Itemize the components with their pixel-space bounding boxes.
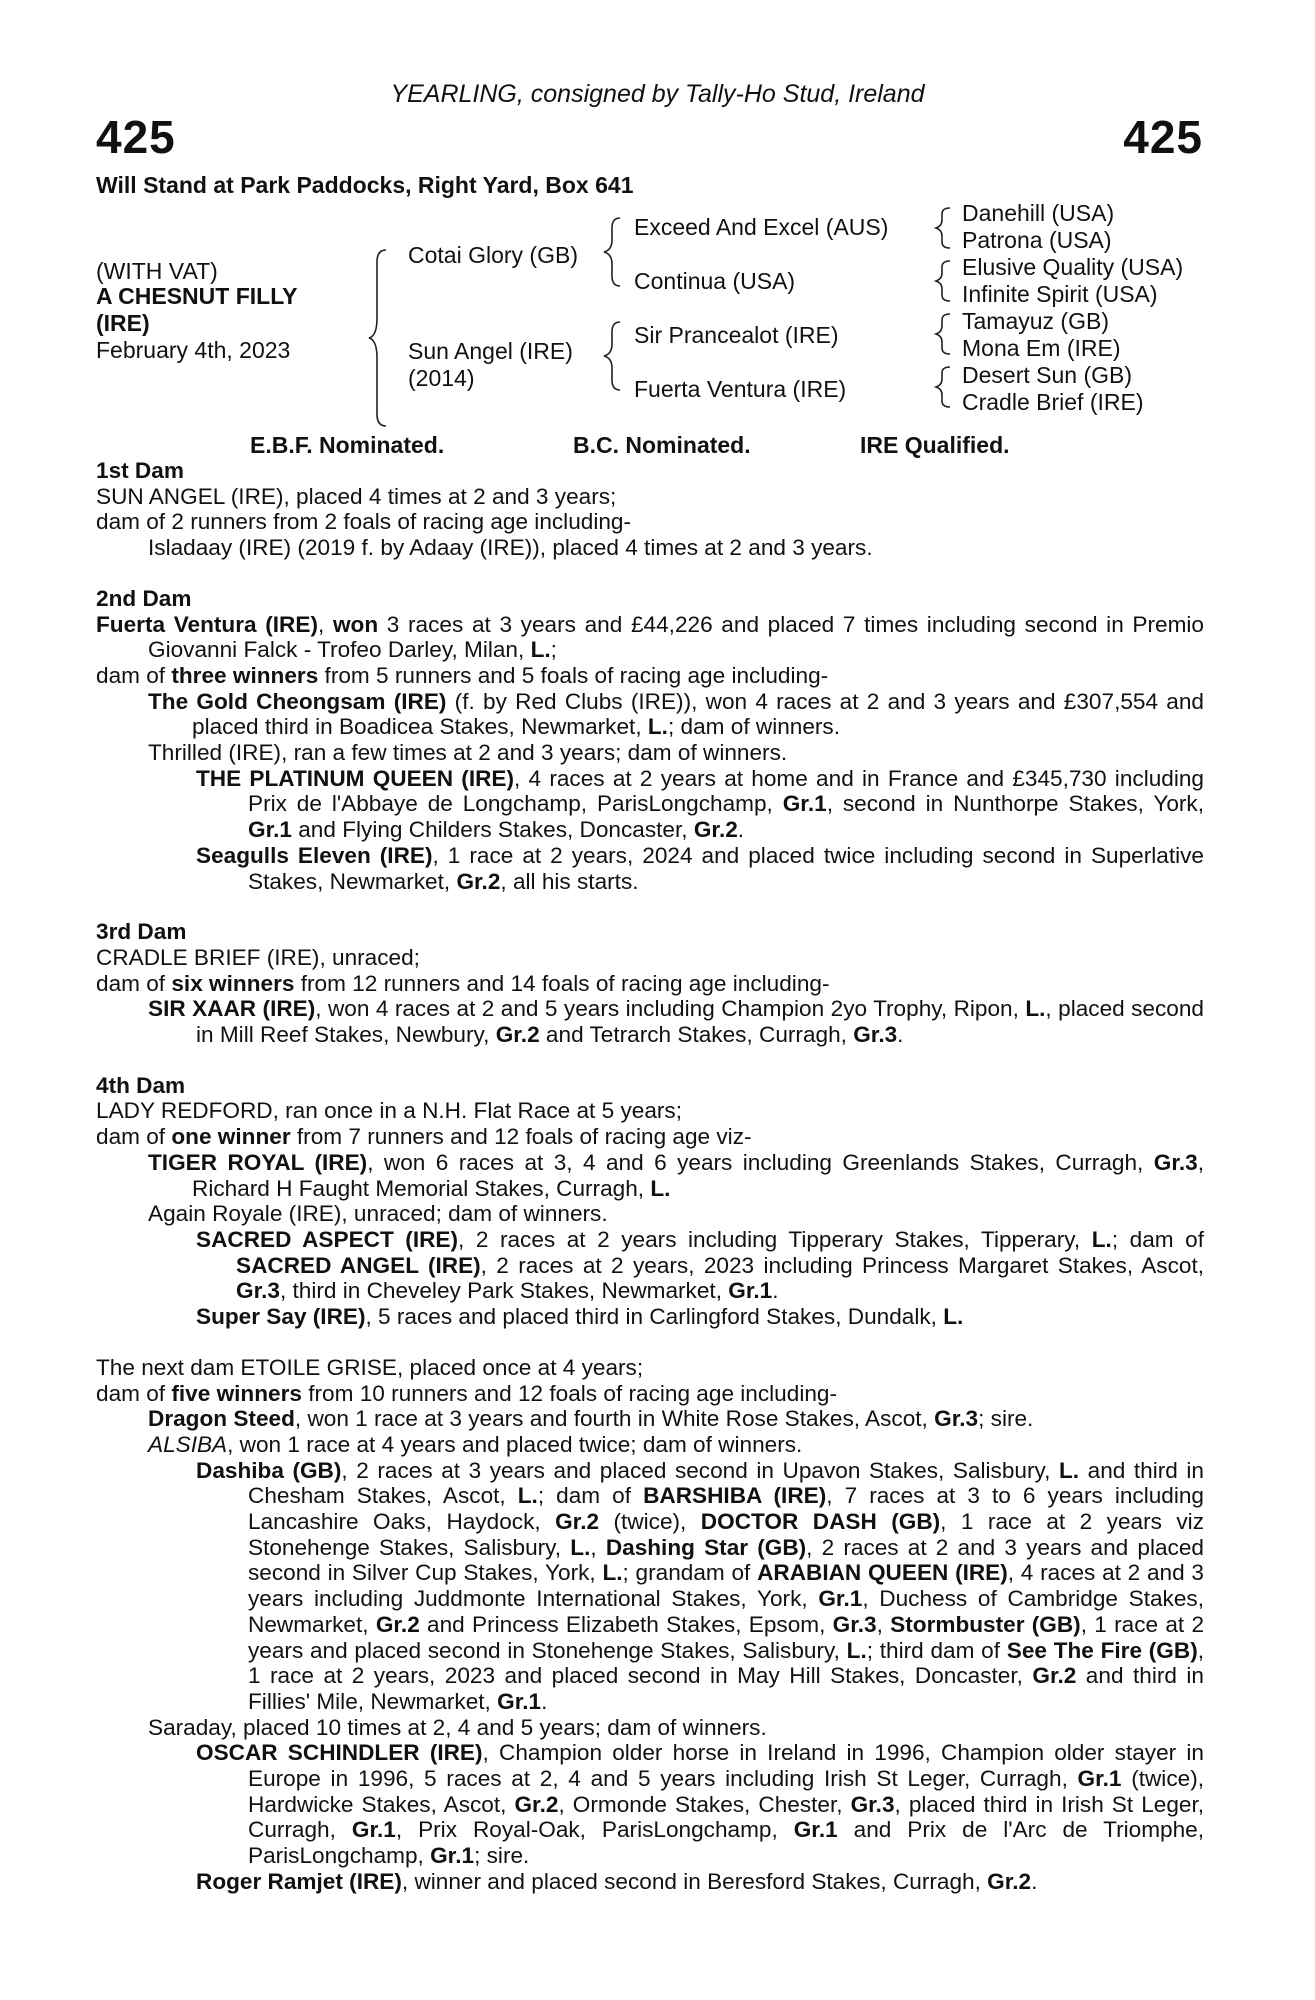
oscar-schindler-entry: OSCAR SCHINDLER (IRE), Champion older horse in Ireland in 1996, Champion older stayer in Europe in 1996, 5 races at 2, 4 and 5 years including Irish St Leger, Curragh, Gr.1 (twice), Hardwicke Stakes, Ascot, Gr.2, Ormonde Stakes, Chester, Gr.3, placed third in Irish St Leger, Curragh, Gr.1, Prix Royal-Oak, ParisLongchamp, Gr.1 and Prix de l'Arc de Triomphe, ParisLongchamp, Gr.1; sire. <box>196 1740 1205 1869</box>
fourth-dam-line: LADY REDFORD, ran once in a N.H. Flat Race at 5 years; <box>96 1098 682 1124</box>
brace-sire <box>604 218 620 286</box>
next-dam-line: The next dam ETOILE GRISE, placed once at 4 years; <box>96 1354 644 1380</box>
third-dam-produce: dam of six winners from 12 runners and 14 foals of racing age including- <box>96 970 830 996</box>
dam-sire: Sir Prancealot (IRE) <box>634 322 839 348</box>
seagulls-eleven-entry: Seagulls Eleven (IRE), 1 race at 2 years, 2024 and placed twice including second in Superlative Stakes, Newmarket, Gr.2, all his starts. <box>196 842 1204 894</box>
ggp-3: Elusive Quality (USA) <box>962 254 1184 280</box>
sir-xaar-entry: SIR XAAR (IRE), won 4 races at 2 and 5 years including Champion 2yo Trophy, Ripon, L., placed second in Mill Reef Stakes, Newbury, Gr.2 and Tetrarch Stakes, Curragh, Gr.3. <box>148 996 1204 1048</box>
page-header-title: YEARLING, consigned by Tally-Ho Stud, Ireland <box>390 80 925 108</box>
first-dam-foal: Isladaay (IRE) (2019 f. by Adaay (IRE)), placed 4 times at 2 and 3 years. <box>148 535 873 561</box>
second-dam-heading: 2nd Dam <box>96 585 192 611</box>
dam-dam: Fuerta Ventura (IRE) <box>634 376 847 402</box>
thrilled-entry: Thrilled (IRE), ran a few times at 2 and 3 years; dam of winners. <box>148 740 788 766</box>
vat-note: (WITH VAT) <box>96 258 218 284</box>
ggp-8: Cradle Brief (IRE) <box>962 389 1144 415</box>
sire-dam: Continua (USA) <box>634 268 796 294</box>
horse-name-line2: (IRE) <box>96 310 150 336</box>
again-royale-entry: Again Royale (IRE), unraced; dam of winners. <box>148 1201 608 1227</box>
next-dam-produce: dam of five winners from 10 runners and 12 foals of racing age including- <box>96 1380 837 1406</box>
dam-name: Sun Angel (IRE) <box>408 338 573 364</box>
ggp-7: Desert Sun (GB) <box>962 362 1132 388</box>
gold-cheongsam-entry: The Gold Cheongsam (IRE) (f. by Red Clubs (IRE)), won 4 races at 2 and 3 years and £307,554 and placed third in Boadicea Stakes, Newmarket, L.; dam of winners. <box>148 688 1204 740</box>
ggp-2: Patrona (USA) <box>962 227 1112 253</box>
dragon-steed-entry: Dragon Steed, won 1 race at 3 years and fourth in White Rose Stakes, Ascot, Gr.3; sire. <box>148 1406 1034 1432</box>
sire-name: Cotai Glory (GB) <box>408 242 578 268</box>
stand-location: Will Stand at Park Paddocks, Right Yard, Box 641 <box>96 172 634 198</box>
platinum-queen-entry: THE PLATINUM QUEEN (IRE), 4 races at 2 years at home and in France and £345,730 including Prix de l'Abbaye de Longchamp, ParisLongchamp, Gr.1, second in Nunthorpe Stakes, York, Gr.1 and Flying Childers Stakes, Doncaster, Gr.2. <box>196 765 1205 843</box>
bc-nomination: B.C. Nominated. <box>573 432 751 458</box>
third-dam-line: CRADLE BRIEF (IRE), unraced; <box>96 944 420 970</box>
second-dam-record: Fuerta Ventura (IRE), won 3 races at 3 years and £44,226 and placed 7 times including second in Premio Giovanni Falck - Trofeo Darley, Milan, L.; <box>96 611 1204 663</box>
catalogue-body <box>96 458 1204 1895</box>
second-dam-produce: dam of three winners from 5 runners and 5 foals of racing age including- <box>96 662 829 688</box>
ire-qualified: IRE Qualified. <box>860 432 1010 458</box>
roger-ramjet-entry: Roger Ramjet (IRE), winner and placed second in Beresford Stakes, Curragh, Gr.2. <box>196 1868 1038 1894</box>
brace-ggp-4 <box>936 367 950 407</box>
dashiba-entry: Dashiba (GB), 2 races at 3 years and placed second in Upavon Stakes, Salisbury, L. and third in Chesham Stakes, Ascot, L.; dam of BARSHIBA (IRE), 7 races at 3 to 6 years including Lancashire Oaks, Haydock, Gr.2 (twice), DOCTOR DASH (GB), 1 race at 2 years viz Stonehenge Stakes, Salisbury, L., Dashing Star (GB), 2 races at 2 and 3 years and placed second in Silver Cup Stakes, York, L.; grandam of ARABIAN QUEEN (IRE), 4 races at 2 and 3 years including Juddmonte International Stakes, York, Gr.1, Duchess of Cambridge Stakes, Newmarket, Gr.2 and Princess Elizabeth Stakes, Epsom, Gr.3, Stormbuster (GB), 1 race at 2 years and placed second in Stonehenge Stakes, Salisbury, L.; third dam of See The Fire (GB), 1 race at 2 years, 2023 and placed second in May Hill Stakes, Doncaster, Gr.2 and third in Fillies' Mile, Newmarket, Gr.1. <box>196 1457 1205 1714</box>
brace-ggp-2 <box>936 261 950 301</box>
ebf-nomination: E.B.F. Nominated. <box>250 432 445 458</box>
brace-ggp-3 <box>936 314 950 354</box>
first-dam-produce: dam of 2 runners from 2 foals of racing age including- <box>96 509 632 535</box>
super-say-entry: Super Say (IRE), 5 races and placed third in Carlingford Stakes, Dundalk, L. <box>196 1304 964 1330</box>
ggp-6: Mona Em (IRE) <box>962 335 1121 361</box>
ggp-4: Infinite Spirit (USA) <box>962 281 1158 307</box>
saraday-entry: Saraday, placed 10 times at 2, 4 and 5 years; dam of winners. <box>148 1714 767 1740</box>
brace-parents <box>369 250 386 426</box>
ggp-5: Tamayuz (GB) <box>962 308 1109 334</box>
sacred-aspect-entry: SACRED ASPECT (IRE), 2 races at 2 years including Tipperary Stakes, Tipperary, L.; dam of SACRED ANGEL (IRE), 2 races at 2 years, 2023 including Princess Margaret Stakes, Ascot, Gr.3, third in Cheveley Park Stakes, Newmarket, Gr.1. <box>196 1226 1204 1304</box>
dam-year: (2014) <box>408 365 475 391</box>
lot-number-left: 425 <box>96 111 176 163</box>
tiger-royal-entry: TIGER ROYAL (IRE), won 6 races at 3, 4 and 6 years including Greenlands Stakes, Curragh, Gr.3, Richard H Faught Memorial Stakes, Curragh, L. <box>148 1149 1204 1201</box>
horse-name-line1: A CHESNUT FILLY <box>96 283 298 309</box>
fourth-dam-heading: 4th Dam <box>96 1072 186 1098</box>
brace-dam <box>604 322 620 390</box>
ggp-1: Danehill (USA) <box>962 200 1115 226</box>
lot-number-right: 425 <box>1123 111 1203 163</box>
brace-ggp-1 <box>936 208 950 248</box>
foaling-date: February 4th, 2023 <box>96 337 291 363</box>
fourth-dam-produce: dam of one winner from 7 runners and 12 foals of racing age viz- <box>96 1124 752 1150</box>
alsiba-entry: ALSIBA, won 1 race at 4 years and placed twice; dam of winners. <box>148 1431 803 1457</box>
third-dam-heading: 3rd Dam <box>96 919 187 945</box>
first-dam-line: SUN ANGEL (IRE), placed 4 times at 2 and 3 years; <box>96 483 617 509</box>
sire-sire: Exceed And Excel (AUS) <box>634 214 889 240</box>
first-dam-heading: 1st Dam <box>96 458 184 483</box>
